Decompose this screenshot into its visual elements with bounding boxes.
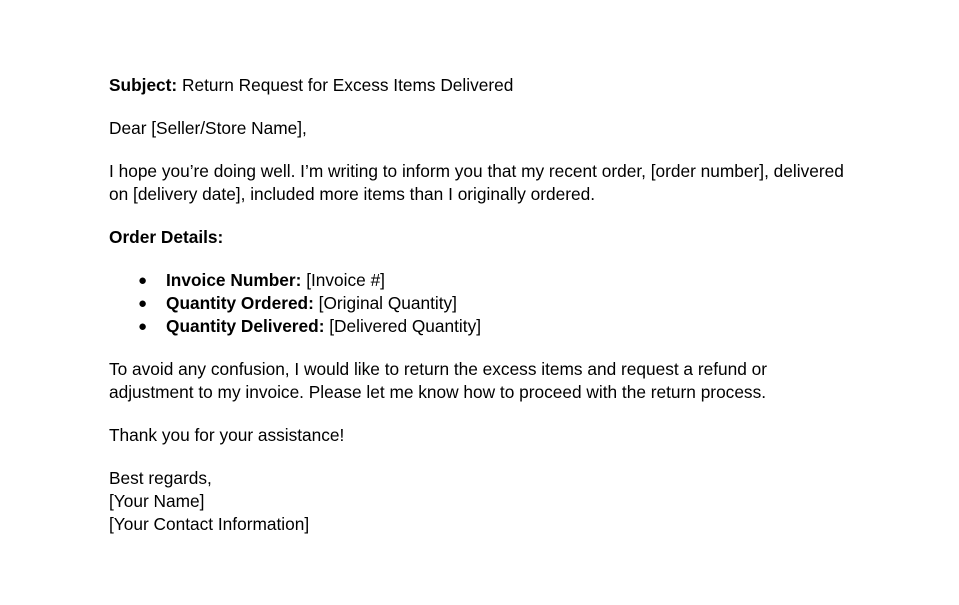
order-details-list: [109, 269, 879, 338]
subject-line: [109, 51, 879, 97]
bullet-icon: ●: [138, 318, 148, 335]
bullet-icon: ●: [138, 272, 148, 289]
signature-contact: [Your Contact Information]: [109, 514, 310, 534]
email-document: [109, 51, 879, 536]
detail-value: [Original Quantity]: [313, 293, 457, 313]
signoff-block: [109, 467, 879, 536]
closing-line: Best regards,: [109, 468, 212, 488]
list-item: [109, 292, 879, 315]
thanks-line: Thank you for your assistance!: [109, 425, 345, 445]
body-paragraph: To avoid any confusion, I would like to return the excess items and request a refund or adjustment to my invoice. Please let me know how to proceed with the return process.: [109, 359, 768, 402]
list-item: [109, 269, 879, 292]
detail-label: Quantity Ordered:: [166, 293, 314, 313]
greeting: Dear [Seller/Store Name],: [109, 118, 307, 138]
bullet-icon: ●: [138, 295, 148, 312]
detail-value: [Delivered Quantity]: [324, 316, 482, 336]
list-item: [109, 315, 879, 338]
detail-label: Invoice Number:: [166, 270, 302, 290]
intro-paragraph: I hope you’re doing well. I’m writing to inform you that my recent order, [order number], delivered on [delivery date], included more items than I originally ordered.: [109, 161, 844, 204]
detail-value: [Invoice #]: [301, 270, 385, 290]
order-details-heading: Order Details:: [109, 227, 224, 247]
subject-text: Return Request for Excess Items Delivered: [177, 75, 514, 95]
subject-label: Subject:: [109, 75, 178, 95]
signature-name: [Your Name]: [109, 491, 205, 511]
detail-label: Quantity Delivered:: [166, 316, 325, 336]
